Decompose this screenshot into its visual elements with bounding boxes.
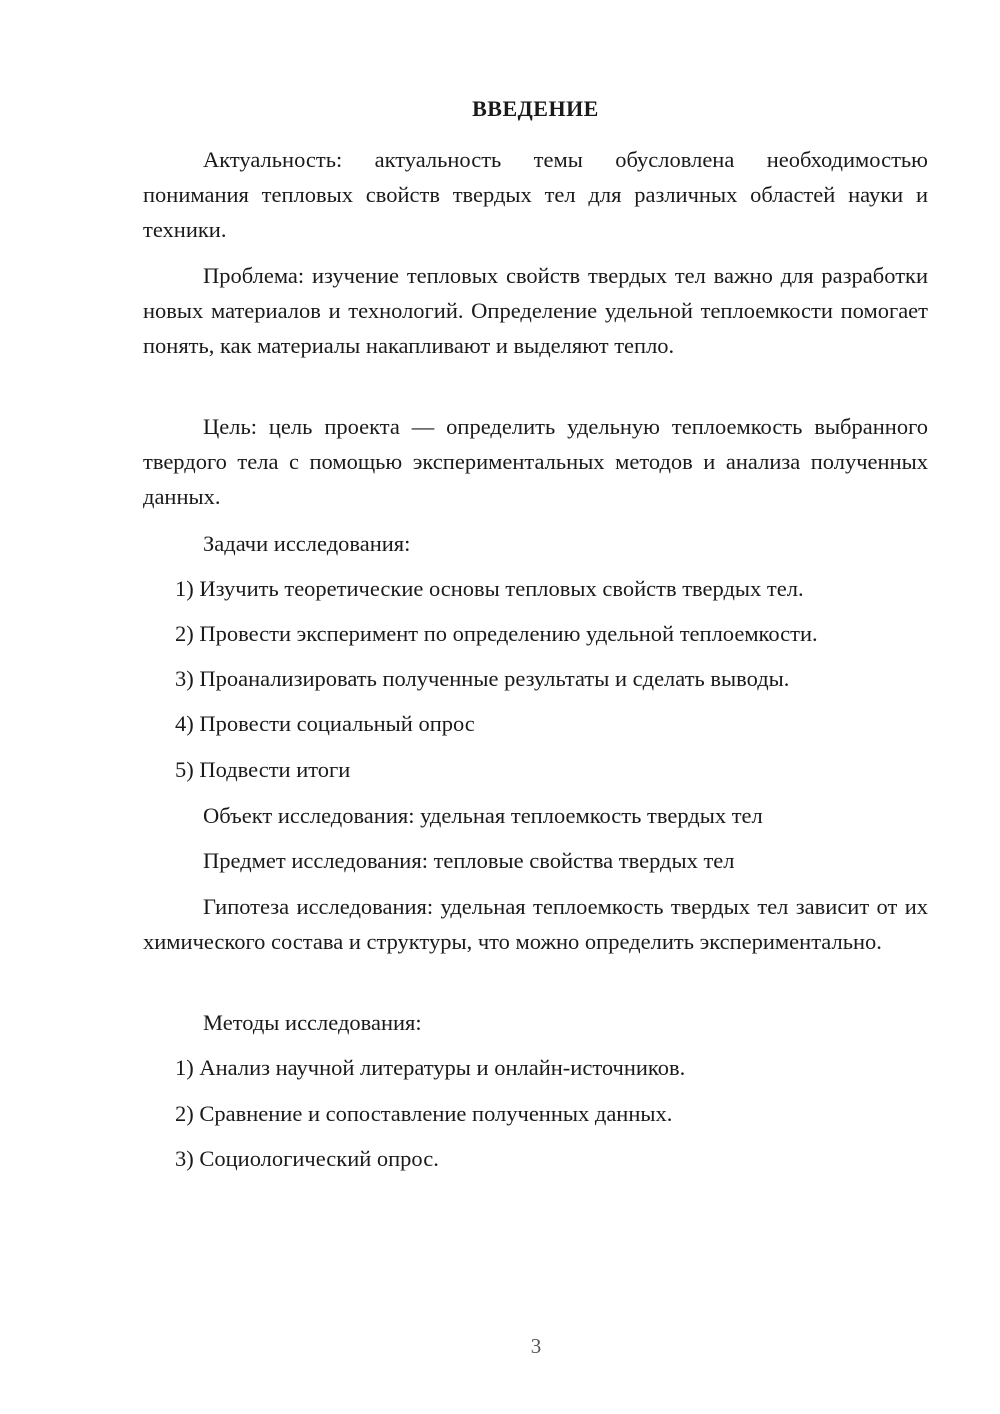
goal-paragraph: Цель: цель проекта — определить удельную теплоемкость выбранного твердого тела с помощью экспериментальных методов и анализа полученных данных.	[143, 414, 928, 509]
problem-paragraph: Проблема: изучение тепловых свойств твердых тел важно для разработки новых материалов и технологий. Определение удельной теплоемкости помогает понять, как материалы накапливают и выделяют тепло.	[143, 263, 928, 358]
hypothesis-paragraph: Гипотеза исследования: удельная теплоемкость твердых тел зависит от их химического состава и структуры, что можно определить экспериментально.	[143, 894, 928, 954]
method-item: 2) Сравнение и сопоставление полученных данных.	[175, 1101, 673, 1126]
task-item: 3) Проанализировать полученные результаты и сделать выводы.	[175, 666, 790, 691]
tasks-heading: Задачи исследования:	[203, 531, 411, 556]
page-title: ВВЕДЕНИЕ	[472, 96, 599, 121]
task-item: 4) Провести социальный опрос	[175, 711, 475, 736]
research-object: Объект исследования: удельная теплоемкость твердых тел	[203, 803, 763, 828]
methods-heading: Методы исследования:	[203, 1010, 422, 1035]
method-item: 1) Анализ научной литературы и онлайн-источников.	[175, 1055, 686, 1080]
research-subject: Предмет исследования: тепловые свойства твердых тел	[203, 848, 735, 873]
task-item: 1) Изучить теоретические основы тепловых свойств твердых тел.	[175, 576, 804, 601]
task-item: 2) Провести эксперимент по определению удельной теплоемкости.	[175, 621, 818, 646]
task-item: 5) Подвести итоги	[175, 757, 351, 782]
page-number: 3	[530, 1334, 542, 1358]
method-item: 3) Социологический опрос.	[175, 1146, 439, 1171]
relevance-paragraph: Актуальность: актуальность темы обусловлена необходимостью понимания тепловых свойств твердых тел для различных областей науки и техники.	[143, 147, 928, 242]
